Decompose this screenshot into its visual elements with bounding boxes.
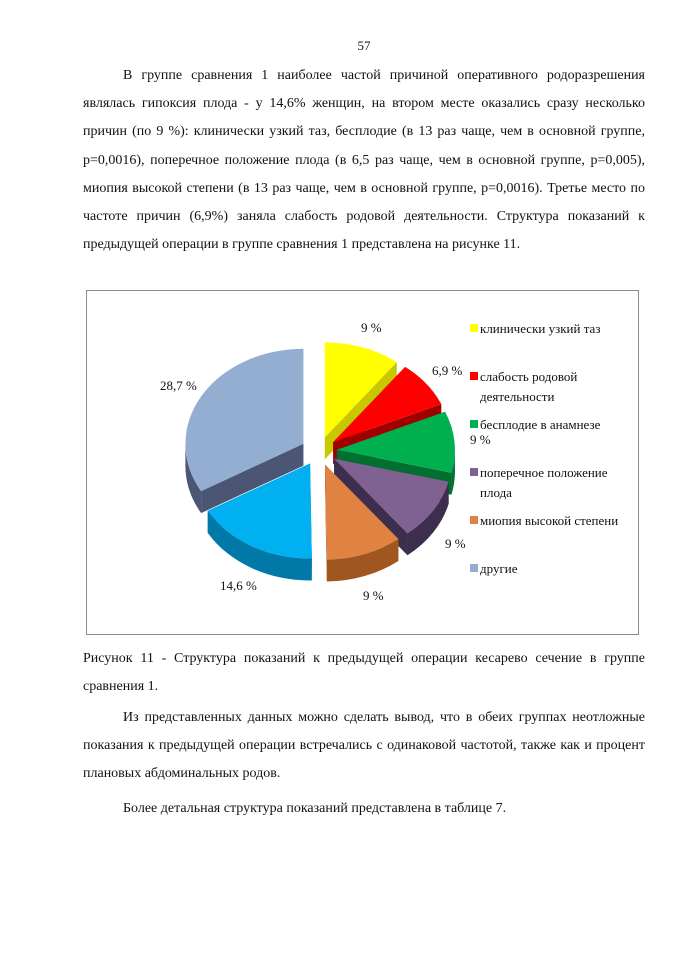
legend-label: поперечное положение плода bbox=[480, 465, 608, 500]
pie-value-label: 9 % bbox=[470, 432, 491, 447]
legend-label: другие bbox=[480, 561, 518, 576]
legend-swatch bbox=[470, 420, 478, 428]
pie-value-label: 28,7 % bbox=[160, 378, 197, 393]
legend-swatch bbox=[470, 372, 478, 380]
legend-swatch bbox=[470, 468, 478, 476]
legend-swatch bbox=[470, 564, 478, 572]
legend-label: слабость родовой деятельности bbox=[480, 369, 578, 404]
pie-value-label: 9 % bbox=[445, 536, 466, 551]
pie-value-label: 6,9 % bbox=[432, 363, 463, 378]
legend-label: бесплодие в анамнезе bbox=[480, 417, 601, 432]
pie-value-label: 9 % bbox=[361, 320, 382, 335]
figure-caption: Рисунок 11 - Структура показаний к предыдущей операции кесарево сечение в группе сравнения 1. bbox=[83, 651, 645, 694]
legend-swatch bbox=[470, 324, 478, 332]
page-number: 57 bbox=[357, 38, 371, 53]
pie-value-label: 9 % bbox=[363, 588, 384, 603]
legend-swatch bbox=[470, 516, 478, 524]
pie-value-label: 14,6 % bbox=[220, 578, 257, 593]
pie-chart-figure bbox=[86, 290, 639, 635]
paragraph-3: Более детальная структура показаний представлена в таблице 7. bbox=[123, 801, 507, 816]
legend-label: клинически узкий таз bbox=[480, 321, 601, 336]
legend-label: миопия высокой степени bbox=[480, 513, 619, 528]
paragraph-1: В группе сравнения 1 наиболее частой причиной оперативного родоразрешения являлась гипоксия плода - у 14,6% женщин, на втором месте оказались сразу несколько причин (по 9 %): клинически узкий таз, бесплодие (в 13 раз чаще, чем в основной группе, p=0,0016), поперечное положение плода (в 6,5 раз чаще, чем в основной группе, p=0,005), миопия высокой степени (в 13 раз чаще, чем в основной группе, p=0,0016). Третье место по частоте причин (6,9%) заняла слабость родовой деятельности. Структура показаний к предыдущей операции в группе сравнения 1 представлена на рисунке 11. bbox=[83, 68, 645, 253]
paragraph-2: Из представленных данных можно сделать вывод, что в обеих группах неотложные показания к предыдущей операции встречались с одинаковой частотой, также как и процент плановых абдоминальных родов. bbox=[83, 710, 645, 782]
